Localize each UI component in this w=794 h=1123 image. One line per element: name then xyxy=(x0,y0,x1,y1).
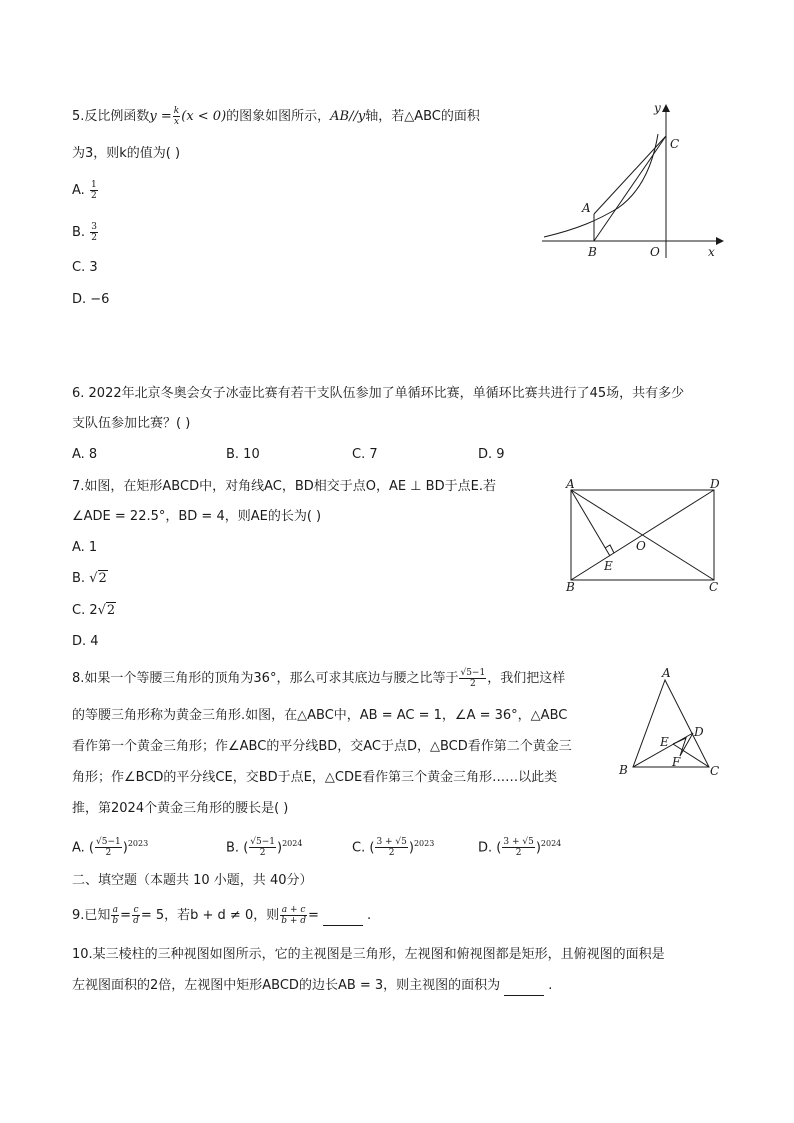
q5-option-a[interactable] xyxy=(72,180,99,201)
q9-post: = xyxy=(308,908,319,923)
q5-stem-mid: 的图象如图所示， xyxy=(226,109,331,124)
q10-line2 xyxy=(72,976,552,996)
q10-answer-blank[interactable] xyxy=(504,981,544,996)
q5-fig-ac xyxy=(594,136,666,214)
q8-line5: 推，第2024个黄金三角形的腰长是( ) xyxy=(72,801,289,816)
q9-frac-cd xyxy=(132,905,140,926)
q8-option-b-exp: 2024 xyxy=(282,839,303,848)
q5-stem: 5.反比例函数 xyxy=(72,109,150,124)
q10-end: . xyxy=(548,978,553,993)
q8-option-a-num: √5−1 xyxy=(96,837,121,848)
q8-option-d-label: D. xyxy=(478,840,493,856)
q8-option-d-frac xyxy=(502,837,534,858)
q7-fig-label-o: O xyxy=(636,539,646,553)
q5-func-frac xyxy=(173,106,180,127)
q8-option-b-frac xyxy=(249,837,276,858)
q5-option-a-label: A. xyxy=(72,183,85,198)
q5-fig-curve xyxy=(544,134,658,237)
q5-fig-bc xyxy=(594,136,666,241)
q5-func-den: x xyxy=(173,117,180,127)
q5-fig-label-b: B xyxy=(588,245,597,259)
q8-ratio-den: 2 xyxy=(469,679,476,689)
q5-option-a-den: 2 xyxy=(90,191,97,201)
q5-option-b-frac xyxy=(90,222,98,243)
q7-fig-label-e: E xyxy=(604,559,613,573)
q5-option-b-label: B. xyxy=(72,225,86,240)
q6-option-b[interactable]: B. 10 xyxy=(226,447,260,462)
q8-option-a-label: A. xyxy=(72,840,85,856)
q8-figure xyxy=(614,664,724,784)
q5-option-a-frac xyxy=(90,180,98,201)
q7-option-b-label: B. xyxy=(72,571,86,586)
q7-fig-label-b: B xyxy=(566,580,575,594)
q7-option-b-sqrt: √2 xyxy=(89,571,107,586)
q8-option-c[interactable]: C. ( $\frac{3 + √5}{2}$ )$^{2023}$ xyxy=(352,837,435,859)
q8-fig-label-a: A xyxy=(662,666,671,680)
q7-option-d[interactable]: D. 4 xyxy=(72,634,99,649)
q7-fig-ae xyxy=(571,490,610,556)
q8-option-d-den: 2 xyxy=(515,848,522,859)
q8-option-d-num: 3 + √5 xyxy=(503,837,534,848)
q5-fig-label-a: A xyxy=(582,201,591,215)
q8-option-a-exp: 2023 xyxy=(127,839,149,848)
q5-option-b-num: 3 xyxy=(91,222,97,232)
q8-option-c-frac xyxy=(375,837,407,858)
q8-option-c-den: 2 xyxy=(388,848,395,859)
q9-frac-sum-num: a + c xyxy=(281,905,306,915)
q5-fig-x-arrow xyxy=(716,237,724,245)
q8-option-d[interactable]: D. ( $\frac{3 + √5}{2}$ )$^{2024}$ xyxy=(478,837,562,859)
q8-line2: 的等腰三角形称为黄金三角形.如图，在△ABC中，AB = AC = 1，∠A = 36°，△ABC xyxy=(72,708,568,723)
q5-fig-y-arrow xyxy=(662,104,670,112)
q7-option-c-label: C. 2 xyxy=(72,603,98,618)
q7-figure xyxy=(560,478,730,598)
q8-option-a-frac xyxy=(95,837,122,858)
q5-ab: AB//y xyxy=(330,109,366,124)
q9-frac-cd-num: c xyxy=(133,905,139,915)
q8-fig-small xyxy=(673,738,686,756)
q6-option-d[interactable]: D. 9 xyxy=(478,447,505,462)
q9-frac-ab xyxy=(111,905,119,926)
q8-option-b-num: √5−1 xyxy=(250,837,276,848)
q8-option-c-num: 3 + √5 xyxy=(376,837,407,848)
q7-option-c-sqrt: √2 xyxy=(97,603,116,618)
q8-fig-label-e: E xyxy=(660,735,669,749)
q5-fig-label-c: C xyxy=(670,137,680,151)
q9-line xyxy=(72,905,371,926)
q5-func-y: y = xyxy=(149,109,172,124)
q5-func-num: k xyxy=(173,106,180,116)
q6-line1: 6. 2022年北京冬奥会女子冰壶比赛有若干支队伍参加了单循环比赛，单循环比赛共进行了45场，共有多少 xyxy=(72,386,685,401)
q9-eq: = xyxy=(120,908,132,923)
section2-title: 二、填空题（本题共 10 小题，共 40分） xyxy=(72,873,313,888)
q6-option-c[interactable]: C. 7 xyxy=(352,447,378,462)
q8-option-a[interactable]: A. ( $\frac{√5-1}{2}$ )$^{2023}$ xyxy=(72,837,149,859)
q9-frac-sum-den: b + d xyxy=(281,916,307,926)
q7-option-a[interactable]: A. 1 xyxy=(72,540,98,555)
q8-option-c-exp: 2023 xyxy=(413,839,435,848)
q5-line2: 为3，则k的值为( ) xyxy=(72,146,181,161)
q5-figure xyxy=(538,98,728,263)
q9-end: . xyxy=(366,908,372,923)
q9-answer-blank[interactable] xyxy=(323,911,363,926)
q7-option-b-value: 2 xyxy=(98,571,107,586)
q8-option-b[interactable]: B. ( $\frac{√5-1}{2}$ )$^{2024}$ xyxy=(226,837,303,859)
q5-option-c[interactable]: C. 3 xyxy=(72,260,98,275)
q7-option-b[interactable] xyxy=(72,569,108,589)
q8-line1 xyxy=(72,668,565,689)
q8-fig-label-d: D xyxy=(694,725,704,739)
q8-line1-post: ，我们把这样 xyxy=(487,671,566,686)
q5-fig-label-y: y xyxy=(654,101,661,115)
q9-frac-ab-num: a xyxy=(112,905,118,915)
q9-pre: 9.已知 xyxy=(72,908,111,923)
q9-frac-ab-den: b xyxy=(112,916,119,926)
q7-fig-label-c: C xyxy=(709,580,719,594)
q10-line1: 10.某三棱柱的三种视图如图所示，它的主视图是三角形，左视图和俯视图都是矩形，且俯视图的面积是 xyxy=(72,947,665,962)
q9-mid: = 5，若b + d ≠ 0，则 xyxy=(140,908,280,923)
q8-line4: 角形；作∠BCD的平分线CE，交BD于点E，△CDE看作第三个黄金三角形……以此类 xyxy=(72,770,558,785)
q6-option-a[interactable]: A. 8 xyxy=(72,447,98,462)
q7-option-c-value: 2 xyxy=(106,603,116,618)
q8-option-d-exp: 2024 xyxy=(540,839,562,848)
q9-frac-cd-den: d xyxy=(133,916,139,926)
q5-option-b[interactable] xyxy=(72,222,99,243)
q8-option-c-label: C. xyxy=(352,840,366,856)
q5-line1 xyxy=(72,106,480,127)
q8-ratio-num: √5−1 xyxy=(460,668,486,678)
q5-option-d[interactable]: D. −6 xyxy=(72,292,110,307)
q8-fig-label-b: B xyxy=(619,763,628,777)
q8-option-b-label: B. xyxy=(226,840,240,856)
q5-fig-label-x: x xyxy=(708,245,715,259)
q8-option-b-den: 2 xyxy=(259,848,266,859)
q7-line1: 7.如图，在矩形ABCD中，对角线AC，BD相交于点O，AE ⊥ BD于点E.若 xyxy=(72,479,496,494)
q7-fig-label-d: D xyxy=(710,478,720,491)
q10-line2-text: 左视图面积的2倍，左视图中矩形ABCD的边长AB = 3，则主视图的面积为 xyxy=(72,978,501,993)
q7-option-c[interactable] xyxy=(72,601,116,621)
q8-line3: 看作第一个黄金三角形；作∠ABC的平分线BD，交AC于点D，△BCD看作第二个黄金三 xyxy=(72,739,572,754)
q5-option-b-den: 2 xyxy=(91,233,97,243)
q8-fig-label-c: C xyxy=(710,764,720,778)
q5-stem-post: 轴，若△ABC的面积 xyxy=(365,109,480,124)
q9-frac-sum xyxy=(280,905,307,926)
q8-fig-abc xyxy=(633,680,709,767)
q8-ratio-frac xyxy=(459,668,486,689)
q5-func-cond: (x < 0) xyxy=(181,109,227,124)
q8-line1-pre: 8.如果一个等腰三角形的顶角为36°，那么可求其底边与腰之比等于 xyxy=(72,671,459,686)
q6-line2: 支队伍参加比赛？( ) xyxy=(72,416,191,431)
q5-fig-label-o: O xyxy=(650,245,660,259)
q8-option-a-den: 2 xyxy=(105,848,112,859)
q7-line2: ∠ADE = 22.5°，BD = 4，则AE的长为( ) xyxy=(72,509,322,524)
q7-fig-label-a: A xyxy=(566,478,575,491)
q5-option-a-num: 1 xyxy=(90,180,97,190)
q8-fig-label-f: F xyxy=(672,755,681,769)
